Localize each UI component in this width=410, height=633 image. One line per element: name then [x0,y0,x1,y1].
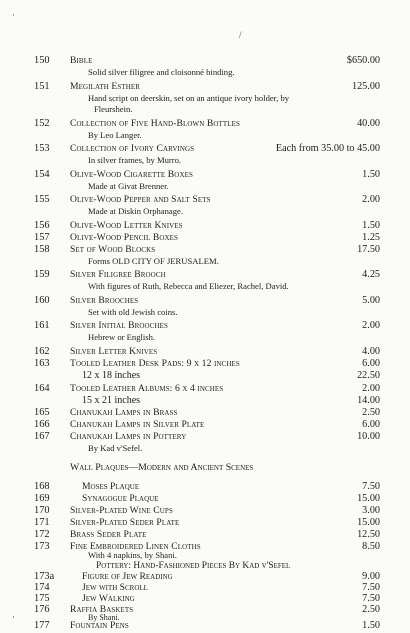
item-number: 166 [34,419,50,430]
item-price: 40.00 [357,118,380,129]
item-title: Collection of Five Hand-Blown Bottles [70,118,241,129]
item-number: 159 [34,269,50,280]
item-title: Olive-Wood Letter Knives [70,220,183,231]
item-description: By Leo Langer. [88,130,142,140]
item-description: Fleurshein. [94,104,133,114]
item-price: 15.00 [357,517,380,528]
item-number: 154 [34,169,50,180]
item-title: Olive-Wood Pepper and Salt Sets [70,194,211,205]
list-item [0,55,410,67]
item-number: 177 [34,620,50,631]
item-price: 4.25 [362,269,380,280]
item-number: 175 [34,593,50,604]
item-number: 156 [34,220,50,231]
item-description: Solid silver filigree and cloisonné binding. [88,67,235,77]
list-item [0,81,410,93]
item-number: 168 [34,481,50,492]
item-price: 6.00 [362,358,380,369]
item-number: 171 [34,517,50,528]
item-price: 15.00 [357,493,380,504]
item-price: 6.00 [362,419,380,430]
item-description: Set with old Jewish coins. [88,307,178,317]
item-price: 3.00 [362,505,380,516]
item-number: 157 [34,232,50,243]
item-title: Raffia Baskets [70,604,134,615]
item-price: 2.50 [362,604,380,615]
item-description: With figures of Ruth, Rebecca and Eliezer, Rachel, David. [88,281,289,291]
item-description: By Shani. [88,613,120,622]
item-price: 2.00 [362,383,380,394]
item-title: Collection of Ivory Carvings [70,143,195,154]
item-description: Hand script on deerskin, set on an antique ivory holder, by [88,93,290,103]
item-title: Figure of Jew Reading [82,571,173,582]
item-description: With 4 napkins, by Shani. [88,550,177,560]
item-title: Megilath Esther [70,81,141,92]
item-price: 2.00 [362,320,380,331]
section-heading: Wall Plaques—Modern and Ancient Scenes [70,462,254,473]
list-item [0,407,410,419]
item-number: 164 [34,383,50,394]
item-price: 5.00 [362,295,380,306]
item-price: 9.00 [362,571,380,582]
item-number: 173 [34,541,50,552]
item-price: $650.00 [346,55,380,66]
item-price: 1.50 [362,169,380,180]
list-item [0,493,410,505]
item-title: Chanukah Lamps in Silver Plate [70,419,205,430]
item-title: Chanukah Lamps in Pottery [70,431,187,442]
item-title: Set of Wood Blocks [70,244,156,255]
list-item [0,269,410,281]
item-size: 15 x 21 inches [82,395,141,406]
list-item [0,481,410,493]
item-title: Fountain Pens [70,620,129,631]
item-title: Fine Embroidered Linen Cloths [70,541,201,552]
item-number: 158 [34,244,50,255]
item-price: 125.00 [351,81,380,92]
item-number: 167 [34,431,50,442]
item-price: 7.50 [362,582,380,593]
item-description: In silver frames, by Murro. [88,155,182,165]
item-title: Olive-Wood Cigarette Boxes [70,169,193,180]
list-item [0,383,410,395]
item-title: Synagogue Plaque [82,493,159,504]
item-price: 4.00 [362,346,380,357]
list-item [0,620,410,632]
item-number: 165 [34,407,50,418]
item-title: Jew Walking [82,593,135,604]
item-size: 12 x 18 inches [82,370,141,381]
item-number: 150 [34,55,50,66]
item-price: 1.50 [362,220,380,231]
item-title: Silver Initial Brooches [70,320,168,331]
item-number: 155 [34,194,50,205]
item-title: Moses Plaque [82,481,140,492]
item-title: Silver Brooches [70,295,139,306]
item-description: Hebrew or English. [88,332,156,342]
list-item [0,220,410,232]
item-title: Silver Letter Knives [70,346,158,357]
item-price: Each from 35.00 to 45.00 [275,143,380,154]
list-item [0,419,410,431]
item-number: 151 [34,81,50,92]
item-price: 22.50 [357,370,380,381]
section-heading: Pottery: Hand-Fashioned Pieces By Kad v'Sefel [96,561,291,571]
list-item [0,320,410,332]
item-title: Tooled Leather Albums: 6 x 4 inches [70,383,224,394]
item-number: 172 [34,529,50,540]
list-item [0,118,410,130]
list-item [0,194,410,206]
list-item [0,244,410,256]
item-description: By Kad v'Sefel. [88,443,143,453]
item-title: Tooled Leather Desk Pads: 9 x 12 inches [70,358,240,369]
item-number: 161 [34,320,50,331]
list-item [0,346,410,358]
item-title: Silver-Plated Wine Cups [70,505,173,516]
item-title: Olive-Wood Pencil Boxes [70,232,178,243]
item-title: Bible [70,55,93,66]
item-number: 170 [34,505,50,516]
pen-mark: / [239,30,242,40]
item-number: 176 [34,604,50,615]
page-dot: · [12,10,15,20]
item-price: 10.00 [357,431,380,442]
list-item [0,358,410,370]
item-title: Jew with Scroll [82,582,148,593]
item-number: 174 [34,582,50,593]
list-item [0,169,410,181]
item-number: 173a [34,571,55,582]
item-price: 1.25 [362,232,380,243]
item-price: 2.50 [362,407,380,418]
item-price: 14.00 [357,395,380,406]
item-price: 8.50 [362,541,380,552]
list-item [0,505,410,517]
list-item [0,541,410,553]
item-title: Silver-Plated Seder Plate [70,517,180,528]
item-price: 12.50 [357,529,380,540]
item-price: 1.50 [362,620,380,631]
list-item-variant [0,395,410,407]
item-number: 152 [34,118,50,129]
list-item [0,517,410,529]
list-item [0,295,410,307]
item-description: Made at Givat Brenner. [88,181,169,191]
item-price: 17.50 [357,244,380,255]
list-item-variant [0,370,410,382]
item-number: 162 [34,346,50,357]
item-price: 7.50 [362,593,380,604]
item-number: 153 [34,143,50,154]
item-description: Forms OLD CITY OF JERUSALEM. [88,256,219,266]
item-number: 163 [34,358,50,369]
item-number: 160 [34,295,50,306]
list-item [0,431,410,443]
item-price: 2.00 [362,194,380,205]
item-title: Chanukah Lamps in Brass [70,407,178,418]
list-item [0,232,410,244]
item-price: 7.50 [362,481,380,492]
list-item [0,529,410,541]
list-item [0,143,410,155]
page-dot: · [12,612,15,622]
item-title: Silver Filigree Brooch [70,269,166,280]
item-description: Made at Diskin Orphanage. [88,206,183,216]
item-number: 169 [34,493,50,504]
item-title: Brass Seder Plate [70,529,147,540]
list-item [0,604,410,616]
